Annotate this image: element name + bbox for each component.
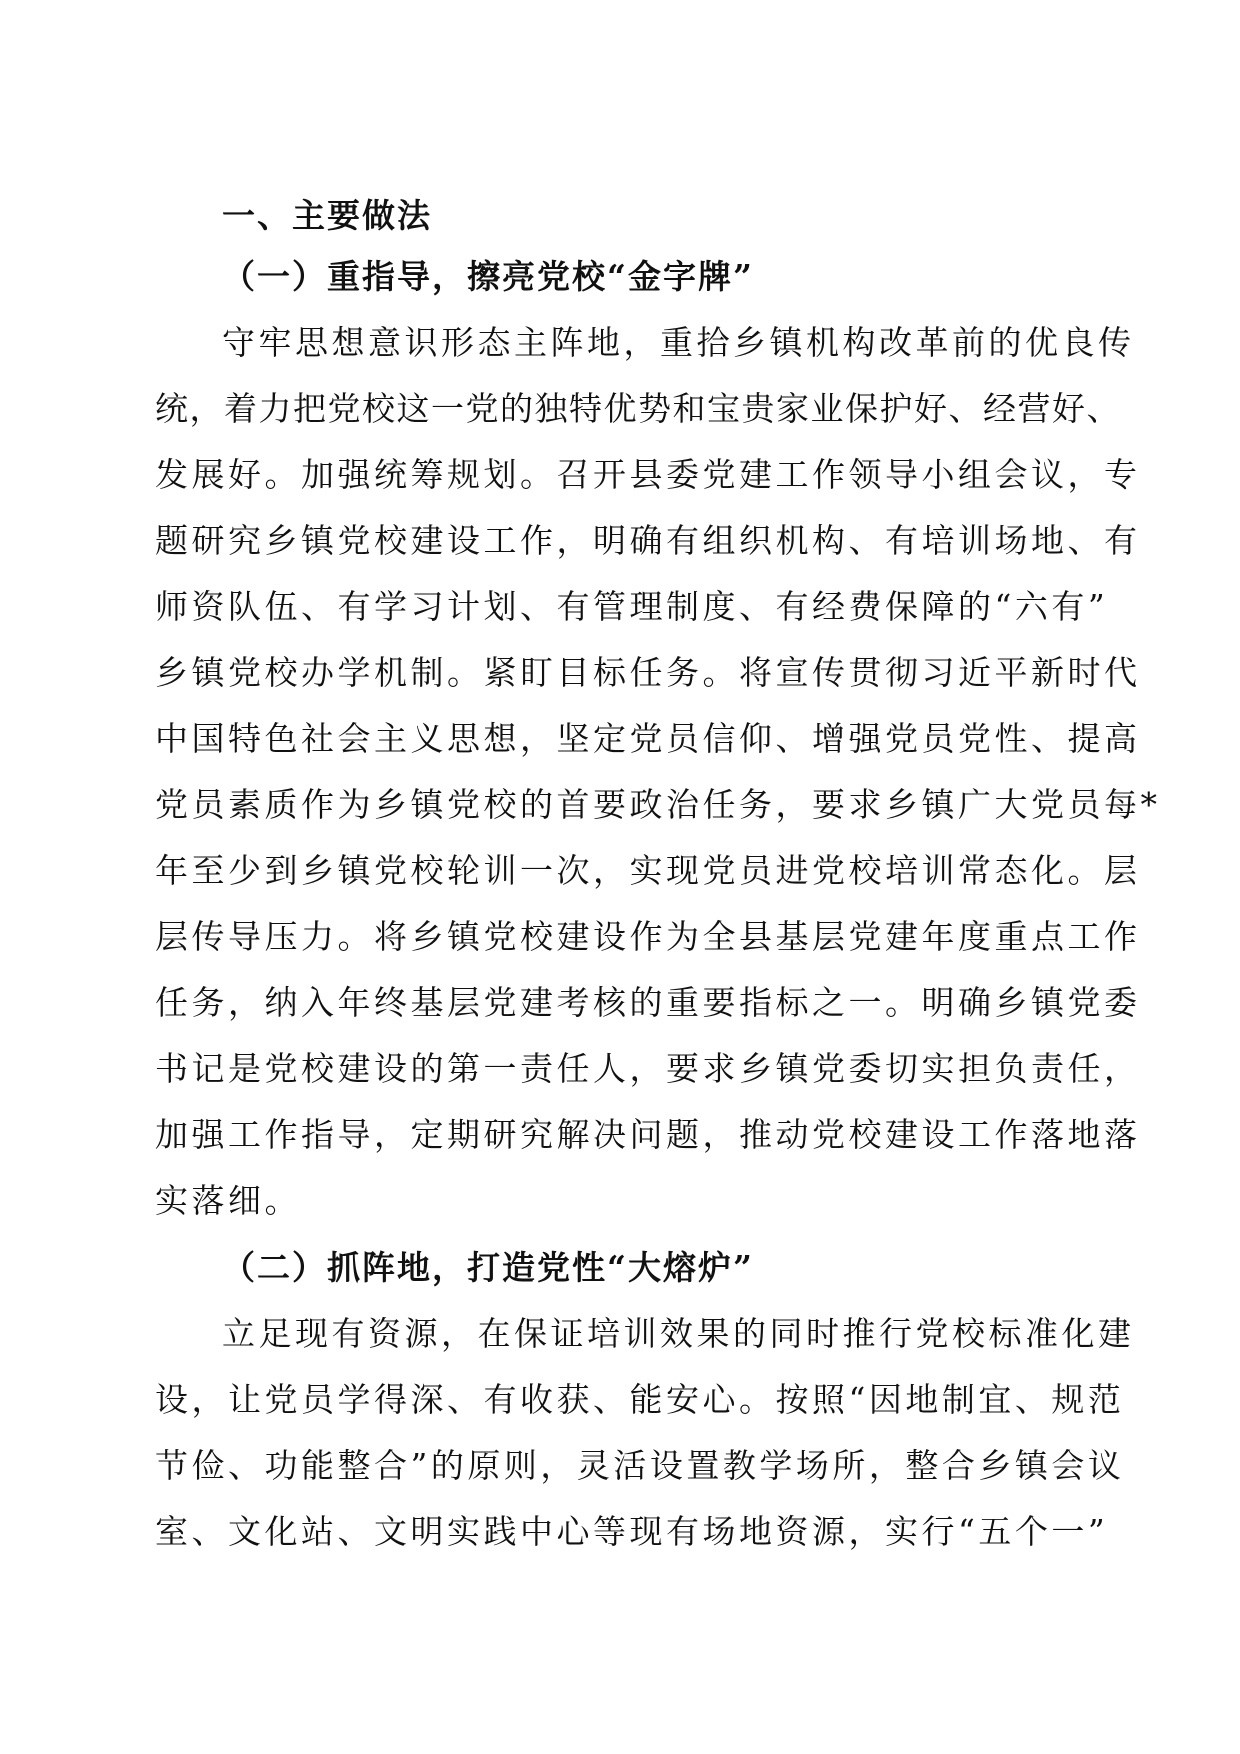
paragraph-1-line: 任务，纳入年终基层党建考核的重要指标之一。明确乡镇党委	[155, 983, 1141, 1022]
paragraph-2-line: 立足现有资源，在保证培训效果的同时推行党校标准化建	[222, 1314, 1135, 1353]
paragraph-1-line: 守牢思想意识形态主阵地，重拾乡镇机构改革前的优良传	[222, 323, 1135, 362]
paragraph-2-line: 节俭、功能整合”的原则，灵活设置教学场所，整合乡镇会议	[155, 1446, 1125, 1485]
paragraph-1-line: 发展好。加强统筹规划。召开县委党建工作领导小组会议，专	[155, 455, 1141, 494]
paragraph-1-line: 中国特色社会主义思想，坚定党员信仰、增强党员党性、提高	[155, 719, 1141, 758]
paragraph-1-line: 师资队伍、有学习计划、有管理制度、有经费保障的“六有”	[155, 587, 1109, 626]
subsection-title-1: （一）重指导，擦亮党校“金字牌”	[222, 257, 754, 296]
paragraph-1-line: 统，着力把党校这一党的独特优势和宝贵家业保护好、经营好、	[155, 389, 1121, 428]
paragraph-1-line: 加强工作指导，定期研究解决问题，推动党校建设工作落地落	[155, 1115, 1141, 1154]
paragraph-1-line: 年至少到乡镇党校轮训一次，实现党员进党校培训常态化。层	[155, 851, 1141, 890]
paragraph-1-line: 题研究乡镇党校建设工作，明确有组织机构、有培训场地、有	[155, 521, 1141, 560]
paragraph-1-line: 层传导压力。将乡镇党校建设作为全县基层党建年度重点工作	[155, 917, 1141, 956]
paragraph-1-line: 书记是党校建设的第一责任人，要求乡镇党委切实担负责任，	[155, 1049, 1141, 1088]
subsection-title-2: （二）抓阵地，打造党性“大熔炉”	[222, 1248, 754, 1287]
section-title: 一、主要做法	[222, 196, 432, 235]
paragraph-2-line: 设，让党员学得深、有收获、能安心。按照“因地制宜、规范	[155, 1380, 1125, 1419]
paragraph-1-line: 党员素质作为乡镇党校的首要政治任务，要求乡镇广大党员每*	[155, 785, 1161, 824]
paragraph-1-line: 实落细。	[155, 1181, 301, 1220]
paragraph-1-line: 乡镇党校办学机制。紧盯目标任务。将宣传贯彻习近平新时代	[155, 653, 1141, 692]
paragraph-2-line: 室、文化站、文明实践中心等现有场地资源，实行“五个一”	[155, 1512, 1109, 1551]
